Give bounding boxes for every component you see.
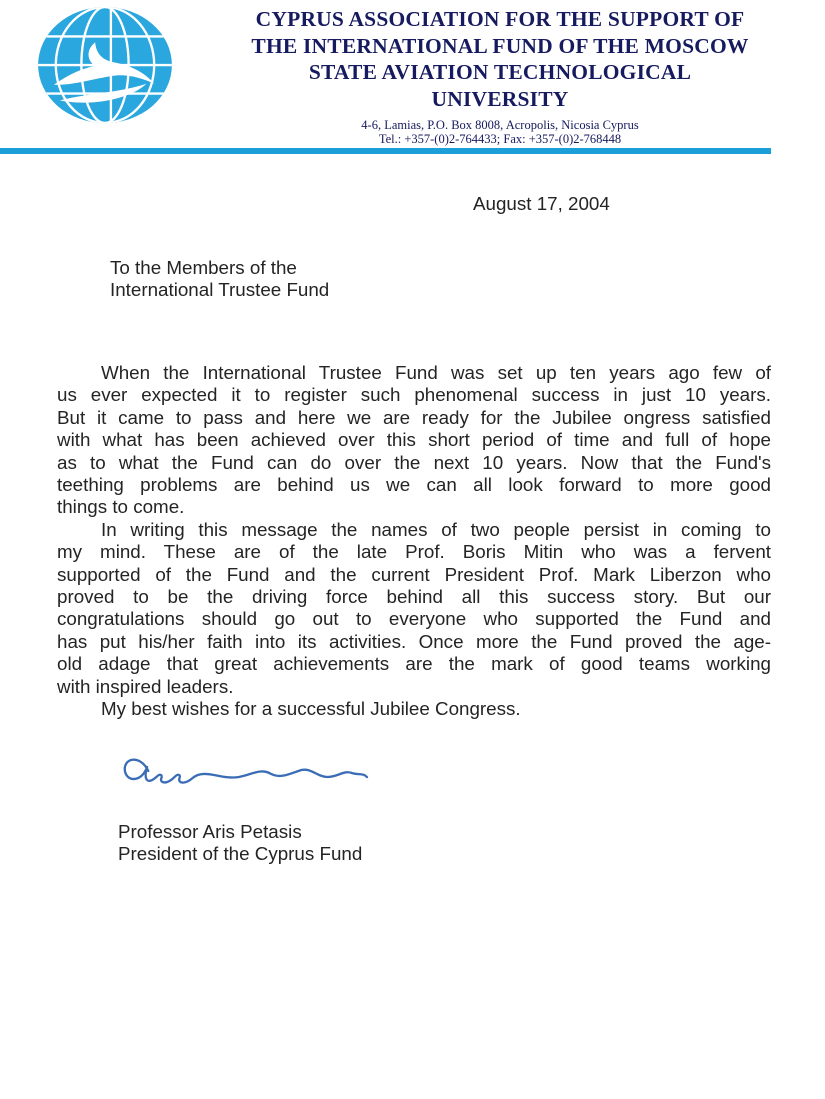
org-name (180, 6, 820, 112)
body-line: as to what the Fund can do over the next 10 years. Now that the Fund's (57, 451, 771, 473)
org-address: 4-6, Lamias, P.O. Box 8008, Acropolis, Nicosia Cyprus (361, 118, 639, 132)
org-name-line: STATE AVIATION TECHNOLOGICAL (308, 60, 692, 84)
org-name-line: THE INTERNATIONAL FUND OF THE MOSCOW (251, 33, 749, 58)
body-line: supported of the Fund and the current President Prof. Mark Liberzon who (57, 563, 771, 585)
body-line: with what has been achieved over this short period of time and full of hope (57, 429, 771, 451)
signature-stroke (125, 760, 367, 783)
body-line: things to come. (57, 496, 185, 518)
signoff-block (118, 821, 362, 866)
letterhead (180, 6, 820, 146)
body-line: teething problems are behind us we can all look forward to more good (57, 474, 771, 496)
recipient-line: To the Members of the (110, 257, 297, 278)
org-phone-fax: Tel.: +357-(0)2-764433; Fax: +357-(0)2-768448 (378, 132, 622, 146)
body-line: My best wishes for a successful Jubilee Congress. (101, 698, 521, 720)
body-line: has put his/her faith into its activities. Once more the Fund proved the age- (57, 630, 771, 652)
body-line: my mind. These are of the late Prof. Boris Mitin who was a fervent (57, 541, 771, 563)
recipient-line: International Trustee Fund (110, 279, 330, 301)
paragraph (57, 362, 771, 519)
body-line: proved to be the driving force behind all this success story. But our (57, 586, 771, 608)
recipient-block (110, 257, 329, 302)
letterhead-divider-rule (0, 148, 771, 154)
body-line: old adage that great achievements are the mark of good teams working (57, 653, 771, 675)
handwritten-signature (112, 748, 374, 800)
org-name-line: UNIVERSITY (431, 86, 569, 111)
body-line: In writing this message the names of two people persist in coming to (101, 518, 771, 540)
body-line: But it came to pass and here we are ready for the Jubilee ongress satisfied (57, 406, 771, 428)
paragraph (57, 519, 771, 698)
paragraph (57, 698, 771, 720)
signoff-name: Professor Aris Petasis (118, 821, 302, 842)
body-line: us ever expected it to register such phenomenal success in just 10 years. (57, 384, 771, 406)
letter-body (57, 362, 771, 721)
body-line: congratulations should go out to everyone who supported the Fund and (57, 608, 771, 630)
org-contact (180, 118, 820, 146)
signoff-title: President of the Cyprus Fund (118, 843, 363, 865)
globe-bird-logo (36, 5, 174, 127)
body-line: with inspired leaders. (57, 675, 234, 697)
body-line: When the International Trustee Fund was set up ten years ago few of (101, 362, 771, 383)
letter-date: August 17, 2004 (473, 193, 610, 214)
org-name-line: CYPRUS ASSOCIATION FOR THE SUPPORT OF (255, 7, 745, 31)
